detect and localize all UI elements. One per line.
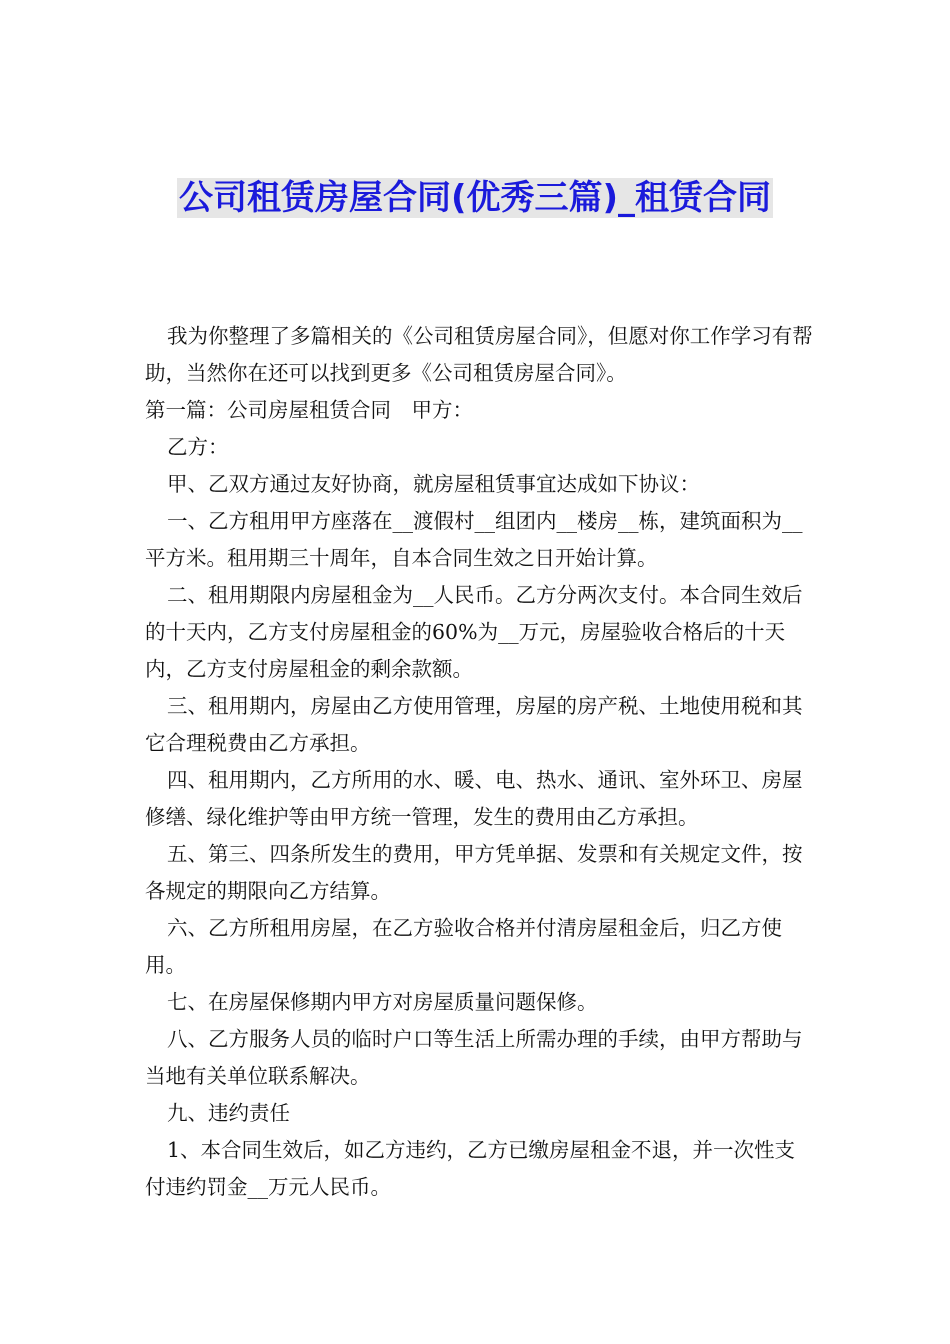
paragraph: 我为你整理了多篇相关的《公司租赁房屋合同》，但愿对你工作学习有帮助，当然你在还可以找到更多《公司租赁房屋合同》。 (145, 324, 813, 385)
document-title (150, 172, 800, 224)
paragraph: 甲、乙双方通过友好协商，就房屋租赁事宜达成如下协议： (167, 472, 700, 496)
paragraph: 六、乙方所租用房屋，在乙方验收合格并付清房屋租金后，归乙方使用。 (145, 916, 782, 977)
document-body (145, 318, 815, 1206)
paragraph: 一、乙方租用甲方座落在__渡假村__组团内__楼房__栋，建筑面积为__平方米。租用期三十周年，自本合同生效之日开始计算。 (145, 509, 803, 570)
paragraph: 1、本合同生效后，如乙方违约，乙方已缴房屋租金不退，并一次性支付违约罚金__万元人民币。 (145, 1138, 796, 1199)
document-title-text: 公司租赁房屋合同(优秀三篇)_租赁合同 (178, 178, 772, 218)
paragraph: 第一篇：公司房屋租赁合同 甲方： (145, 398, 473, 422)
paragraph: 九、违约责任 (167, 1101, 290, 1125)
paragraph: 三、租用期内，房屋由乙方使用管理，房屋的房产税、土地使用税和其它合理税费由乙方承担。 (145, 694, 803, 755)
paragraph: 四、租用期内，乙方所用的水、暖、电、热水、通讯、室外环卫、房屋修缮、绿化维护等由甲方统一管理，发生的费用由乙方承担。 (145, 768, 803, 829)
paragraph: 七、在房屋保修期内甲方对房屋质量问题保修。 (167, 990, 598, 1014)
paragraph: 乙方： (167, 435, 229, 459)
paragraph: 五、第三、四条所发生的费用，甲方凭单据、发票和有关规定文件，按各规定的期限向乙方结算。 (145, 842, 803, 903)
paragraph: 八、乙方服务人员的临时户口等生活上所需办理的手续，由甲方帮助与当地有关单位联系解决。 (145, 1027, 803, 1088)
paragraph: 二、租用期限内房屋租金为__人民币。乙方分两次支付。本合同生效后的十天内，乙方支付房屋租金的60%为__万元，房屋验收合格后的十天内，乙方支付房屋租金的剩余款额。 (145, 583, 803, 681)
